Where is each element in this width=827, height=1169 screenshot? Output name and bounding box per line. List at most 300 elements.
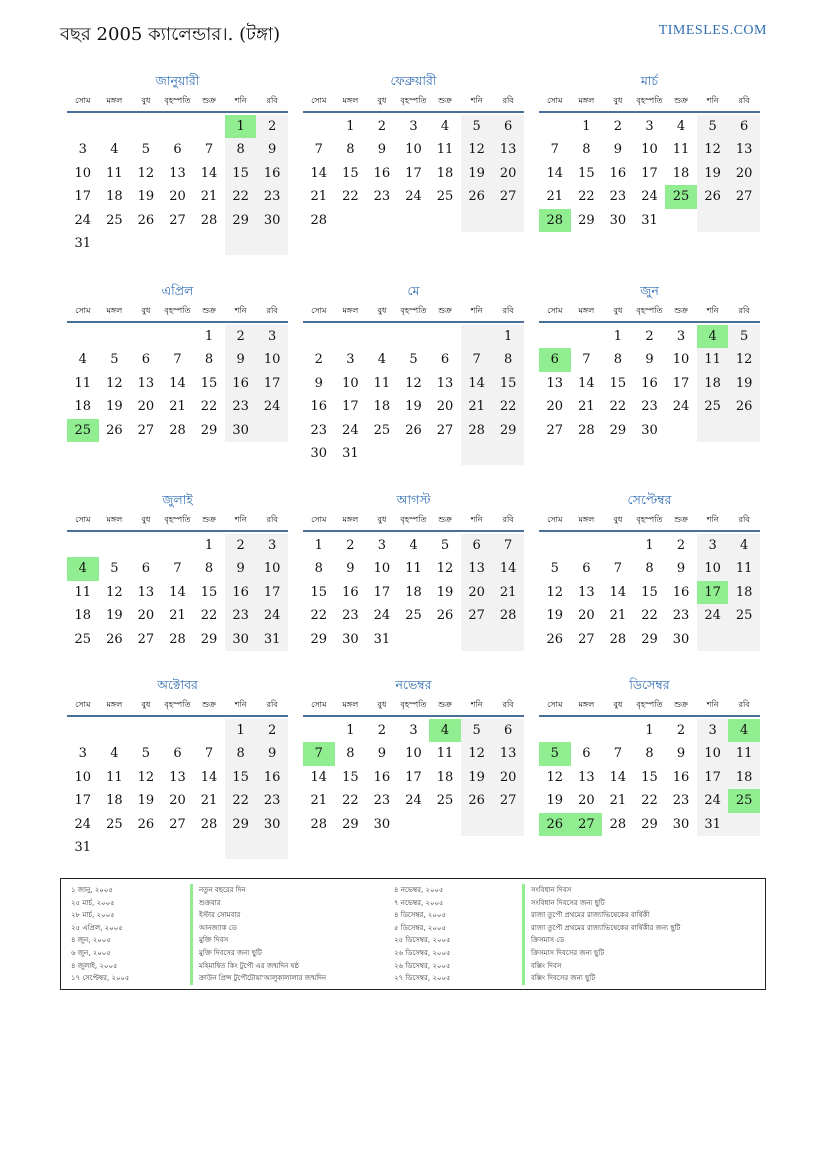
weekday-label: সোম — [547, 700, 563, 709]
weekday-label: সোম — [311, 515, 327, 524]
empty-cell — [130, 719, 162, 742]
day-cell: 14 — [169, 584, 186, 600]
day-cell: 18 — [106, 189, 123, 205]
day-cell: 27 — [137, 631, 155, 647]
day-cell: 13 — [169, 769, 186, 785]
day-cell: 2 — [377, 723, 387, 738]
day-cell: 2 — [256, 115, 288, 138]
day-cell: 2 — [346, 538, 355, 553]
empty-cell — [193, 232, 225, 255]
day-cell: 28 — [169, 631, 186, 647]
day-cell: 24 — [672, 399, 690, 415]
weekday-label: বুধ — [377, 306, 387, 315]
legend-holiday-name: রাজা তুপৌ প্রথমের রাজ্যাভিষেকের বার্ষিকীর জন্য ছুটি — [531, 923, 681, 932]
month-name: ডিসেম্বর — [629, 677, 670, 692]
day-cell: 21 — [546, 189, 564, 205]
day-cell: 14 — [169, 375, 186, 391]
day-cell: 6 — [492, 719, 524, 742]
day-cell: 7 — [461, 348, 493, 371]
day-cell: 22 — [492, 395, 524, 418]
day-cell: 27 — [169, 816, 186, 832]
empty-cell — [398, 325, 430, 348]
day-cell: 4 — [67, 557, 99, 580]
day-cell: 4 — [78, 352, 87, 368]
empty-cell — [492, 442, 524, 465]
weekday-label: বুধ — [613, 96, 623, 105]
weekday-label: বৃহস্পতি — [636, 306, 663, 315]
day-cell: 22 — [578, 189, 595, 205]
day-cell: 9 — [377, 142, 387, 158]
empty-cell — [571, 719, 603, 742]
day-cell: 5 — [461, 115, 493, 138]
day-cell: 16 — [373, 769, 391, 785]
weekday-label: শুক্র — [438, 306, 452, 315]
weekday-label: সোম — [75, 700, 91, 709]
day-cell: 26 — [106, 631, 123, 647]
day-cell: 29 — [641, 816, 658, 832]
day-cell: 24 — [256, 395, 288, 418]
day-cell: 20 — [169, 793, 186, 809]
day-cell: 1 — [314, 538, 323, 553]
day-cell: 21 — [169, 608, 186, 624]
weekday-label: রবি — [266, 306, 278, 315]
day-cell: 30 — [256, 209, 288, 232]
day-cell: 29 — [578, 212, 595, 228]
day-cell: 20 — [546, 399, 564, 415]
day-cell: 23 — [342, 608, 359, 624]
weekday-label: শনি — [470, 515, 483, 524]
day-cell: 20 — [137, 608, 155, 624]
empty-cell — [162, 534, 194, 557]
legend-dates-right — [394, 884, 451, 985]
day-cell: 8 — [613, 352, 623, 368]
day-cell: 24 — [256, 604, 288, 627]
day-cell: 9 — [676, 561, 686, 577]
day-cell: 19 — [461, 766, 493, 789]
day-grid — [67, 115, 288, 255]
day-cell: 18 — [436, 769, 454, 785]
day-grid — [539, 325, 760, 442]
empty-cell — [162, 836, 194, 859]
day-cell: 11 — [74, 584, 92, 600]
day-cell: 19 — [546, 793, 564, 809]
day-cell: 3 — [409, 723, 418, 738]
day-cell: 9 — [225, 557, 257, 580]
day-cell: 20 — [137, 399, 155, 415]
legend-holiday-name: মহিমান্বিত কিং টুপৌ এর জন্মদিন ষষ্ঠ — [199, 961, 299, 970]
day-cell: 31 — [74, 235, 92, 251]
empty-cell — [539, 719, 571, 742]
empty-cell — [697, 419, 729, 442]
weekday-header — [67, 90, 288, 113]
weekday-label: সোম — [311, 306, 327, 315]
day-cell: 23 — [641, 399, 658, 415]
weekday-label: বুধ — [613, 700, 623, 709]
empty-cell — [539, 115, 571, 138]
legend-holiday-name: মুক্তি দিবস — [199, 936, 229, 945]
day-cell: 23 — [225, 604, 257, 627]
empty-cell — [492, 628, 524, 651]
weekday-label: শনি — [234, 306, 247, 315]
legend-holiday-name: ক্রিসমাস ডে — [531, 936, 565, 945]
day-cell: 4 — [377, 352, 387, 368]
day-cell: 17 — [405, 769, 422, 785]
day-cell: 16 — [256, 766, 288, 789]
day-cell: 9 — [314, 375, 323, 391]
empty-cell — [67, 534, 99, 557]
weekday-header — [539, 694, 760, 717]
empty-cell — [162, 719, 194, 742]
legend-date: ২৭ ডিসেম্বর, ২০০৫ — [394, 974, 451, 983]
day-cell: 1 — [346, 119, 355, 134]
day-cell: 28 — [169, 422, 186, 438]
day-cell: 17 — [697, 766, 729, 789]
day-cell: 3 — [256, 534, 288, 557]
weekday-label: বৃহস্পতি — [636, 515, 663, 524]
day-cell: 16 — [256, 162, 288, 185]
day-cell: 19 — [106, 608, 123, 624]
empty-cell — [429, 813, 461, 836]
day-cell: 17 — [697, 581, 729, 604]
day-cell: 21 — [492, 581, 524, 604]
day-cell: 4 — [728, 719, 760, 742]
weekday-label: শুক্র — [438, 515, 452, 524]
empty-cell — [539, 325, 571, 348]
weekday-label: বৃহস্পতি — [164, 306, 191, 315]
day-cell: 26 — [436, 608, 454, 624]
legend-holiday-name: ইস্টার সোমবার — [199, 911, 241, 920]
weekday-label: মঙ্গল — [578, 700, 595, 709]
weekday-label: সোম — [311, 700, 327, 709]
day-cell: 7 — [613, 561, 623, 577]
month-name: সেপ্টেম্বর — [627, 492, 672, 507]
day-cell: 29 — [310, 631, 328, 647]
weekday-label: সোম — [75, 515, 91, 524]
weekday-label: বুধ — [613, 515, 623, 524]
day-cell: 14 — [609, 769, 627, 785]
weekday-label: বৃহস্পতি — [164, 96, 191, 105]
weekday-header — [67, 509, 288, 532]
day-cell: 17 — [672, 375, 690, 391]
day-cell: 12 — [728, 348, 760, 371]
day-cell: 26 — [539, 813, 571, 836]
day-cell: 15 — [200, 375, 218, 391]
day-cell: 14 — [461, 372, 493, 395]
day-cell: 2 — [613, 119, 623, 134]
legend-names-left — [199, 884, 326, 985]
empty-cell — [162, 115, 194, 138]
day-cell: 10 — [697, 742, 729, 765]
weekday-label: বৃহস্পতি — [164, 515, 191, 524]
day-cell: 12 — [697, 138, 729, 161]
legend-date: ২৮ মার্চ, ২০০৫ — [71, 911, 115, 920]
weekday-label: শনি — [234, 515, 247, 524]
day-cell: 31 — [342, 445, 359, 461]
day-cell: 10 — [256, 557, 288, 580]
legend-holiday-name: ক্রাউন প্রিন্স টুপৌটোয়া'আলুকালালার জন্মদিন — [199, 974, 327, 983]
day-cell: 11 — [728, 742, 760, 765]
day-cell: 3 — [256, 325, 288, 348]
empty-cell — [697, 209, 729, 232]
legend-holiday-name: সংবিধান দিবসের জন্য ছুটি — [531, 898, 605, 907]
day-cell: 22 — [641, 608, 658, 624]
weekday-label: বুধ — [141, 700, 151, 709]
empty-cell — [665, 209, 697, 232]
day-cell: 5 — [697, 115, 729, 138]
day-cell: 2 — [314, 352, 323, 368]
day-cell: 14 — [492, 557, 524, 580]
day-cell: 14 — [310, 165, 328, 181]
legend-date: ১ জানু, ২০০৫ — [71, 886, 113, 894]
day-cell: 21 — [578, 399, 595, 415]
weekday-label: শনি — [234, 96, 247, 105]
day-cell: 25 — [728, 604, 760, 627]
day-cell: 5 — [539, 742, 571, 765]
day-grid — [303, 325, 524, 465]
day-cell: 16 — [672, 584, 690, 600]
day-cell: 29 — [641, 631, 658, 647]
day-cell: 10 — [641, 142, 658, 158]
day-cell: 15 — [641, 769, 658, 785]
day-cell: 8 — [346, 746, 355, 762]
empty-cell — [193, 719, 225, 742]
day-cell: 30 — [373, 816, 391, 832]
empty-cell — [303, 719, 335, 742]
empty-cell — [67, 719, 99, 742]
holiday-legend — [60, 878, 766, 990]
day-cell: 7 — [582, 352, 591, 368]
day-cell: 18 — [405, 584, 422, 600]
day-cell: 7 — [173, 352, 182, 368]
day-cell: 6 — [728, 115, 760, 138]
day-cell: 19 — [546, 608, 564, 624]
day-cell: 1 — [225, 115, 257, 138]
day-cell: 26 — [405, 422, 422, 438]
day-cell: 1 — [645, 723, 654, 738]
day-cell: 8 — [204, 561, 214, 577]
day-cell: 4 — [110, 142, 119, 158]
day-cell: 11 — [106, 165, 123, 181]
day-cell: 10 — [672, 352, 690, 368]
month-block — [67, 491, 288, 651]
day-cell: 20 — [728, 162, 760, 185]
day-cell: 9 — [613, 142, 623, 158]
empty-cell — [602, 534, 634, 557]
day-cell: 17 — [342, 399, 359, 415]
weekday-label: মঙ্গল — [106, 306, 123, 315]
month-block — [303, 491, 524, 651]
day-cell: 23 — [310, 422, 328, 438]
weekday-label: রবি — [502, 306, 514, 315]
day-cell: 29 — [342, 816, 359, 832]
day-cell: 1 — [582, 119, 591, 134]
day-cell: 3 — [78, 142, 87, 158]
weekday-label: শনি — [706, 96, 719, 105]
legend-holiday-name: শুক্রবার — [199, 898, 221, 907]
day-cell: 24 — [373, 608, 391, 624]
day-cell: 27 — [137, 422, 155, 438]
day-cell: 15 — [342, 165, 359, 181]
day-cell: 27 — [728, 185, 760, 208]
empty-cell — [335, 325, 367, 348]
weekday-header — [539, 300, 760, 323]
day-cell: 8 — [314, 561, 323, 577]
day-cell: 5 — [110, 352, 119, 368]
month-block — [303, 282, 524, 465]
day-cell: 8 — [645, 561, 654, 577]
weekday-label: শুক্র — [202, 306, 216, 315]
day-cell: 27 — [461, 604, 493, 627]
day-cell: 17 — [74, 793, 92, 809]
empty-cell — [67, 115, 99, 138]
empty-cell — [130, 534, 162, 557]
month-name: জুন — [640, 283, 659, 298]
weekday-label: শুক্র — [202, 96, 216, 105]
month-block — [67, 676, 288, 859]
day-cell: 22 — [225, 185, 257, 208]
day-cell: 23 — [373, 793, 391, 809]
day-cell: 11 — [728, 557, 760, 580]
day-cell: 23 — [672, 793, 690, 809]
day-cell: 18 — [106, 793, 123, 809]
weekday-label: মঙ্গল — [342, 306, 359, 315]
weekday-header — [303, 694, 524, 717]
month-block — [539, 676, 760, 836]
weekday-header — [539, 90, 760, 113]
day-cell: 9 — [346, 561, 355, 577]
day-cell: 31 — [697, 813, 729, 836]
empty-cell — [398, 209, 430, 232]
day-grid — [539, 534, 760, 651]
empty-cell — [571, 325, 603, 348]
weekday-label: শুক্র — [202, 700, 216, 709]
legend-date: ৪ জুন, ২০০৫ — [71, 936, 111, 945]
day-cell: 25 — [74, 631, 92, 647]
day-cell: 17 — [373, 584, 391, 600]
empty-cell — [429, 628, 461, 651]
day-cell: 18 — [436, 165, 454, 181]
legend-holiday-name: আনজ্যাক ডে — [199, 923, 237, 932]
empty-cell — [130, 115, 162, 138]
day-cell: 27 — [546, 422, 564, 438]
day-cell: 14 — [310, 769, 328, 785]
day-cell: 4 — [676, 119, 686, 134]
weekday-label: রবি — [738, 700, 750, 709]
day-cell: 10 — [697, 557, 729, 580]
weekday-label: সোম — [311, 96, 327, 105]
day-cell: 13 — [578, 584, 595, 600]
day-cell: 30 — [672, 631, 690, 647]
empty-cell — [99, 232, 131, 255]
day-cell: 28 — [539, 209, 571, 232]
day-cell: 12 — [405, 375, 422, 391]
day-cell: 23 — [373, 189, 391, 205]
empty-cell — [728, 628, 760, 651]
empty-cell — [398, 628, 430, 651]
weekday-label: বুধ — [141, 515, 151, 524]
day-cell: 19 — [436, 584, 454, 600]
empty-cell — [728, 813, 760, 836]
day-cell: 15 — [225, 766, 257, 789]
legend-holiday-name: বক্সিং দিবসের জন্য ছুটি — [531, 974, 596, 983]
legend-date: ২৫ মার্চ, ২০০৫ — [71, 898, 115, 907]
day-cell: 8 — [582, 142, 591, 158]
weekday-label: মঙ্গল — [106, 96, 123, 105]
weekday-label: মঙ্গল — [578, 96, 595, 105]
day-cell: 25 — [697, 395, 729, 418]
day-cell: 18 — [728, 766, 760, 789]
weekday-label: রবি — [502, 700, 514, 709]
day-cell: 6 — [582, 561, 591, 577]
day-cell: 11 — [405, 561, 422, 577]
empty-cell — [162, 325, 194, 348]
day-cell: 29 — [225, 813, 257, 836]
day-cell: 24 — [697, 604, 729, 627]
brand-link[interactable]: TIMESLES.COM — [658, 23, 767, 38]
day-cell: 26 — [106, 422, 123, 438]
day-cell: 15 — [200, 584, 218, 600]
day-cell: 20 — [169, 189, 186, 205]
day-cell: 20 — [461, 581, 493, 604]
day-cell: 18 — [74, 608, 92, 624]
weekday-label: রবি — [502, 515, 514, 524]
day-cell: 13 — [169, 165, 186, 181]
day-cell: 8 — [346, 142, 355, 158]
day-cell: 19 — [137, 793, 155, 809]
day-cell: 25 — [728, 789, 760, 812]
day-cell: 18 — [672, 165, 690, 181]
day-cell: 14 — [609, 584, 627, 600]
day-cell: 24 — [641, 189, 658, 205]
day-grid — [539, 115, 760, 232]
day-cell: 18 — [728, 581, 760, 604]
weekday-header — [303, 300, 524, 323]
day-cell: 19 — [461, 162, 493, 185]
empty-cell — [665, 419, 697, 442]
legend-holiday-name: বক্সিং দিবস — [531, 961, 562, 970]
day-cell: 8 — [492, 348, 524, 371]
day-cell: 23 — [672, 608, 690, 624]
weekday-label: বুধ — [141, 96, 151, 105]
legend-date: ৪ জুলাই, ২০০৫ — [71, 961, 118, 970]
empty-cell — [461, 442, 493, 465]
day-grid — [303, 534, 524, 651]
empty-cell — [99, 534, 131, 557]
legend-divider — [190, 884, 193, 985]
legend-date: ২৫ ডিসেম্বর, ২০০৫ — [394, 936, 451, 945]
day-cell: 4 — [110, 746, 119, 762]
empty-cell — [99, 325, 131, 348]
day-cell: 31 — [641, 212, 658, 228]
day-cell: 28 — [492, 604, 524, 627]
day-cell: 5 — [141, 746, 151, 762]
empty-cell — [461, 628, 493, 651]
day-cell: 26 — [461, 185, 493, 208]
day-cell: 25 — [106, 816, 123, 832]
day-cell: 16 — [310, 399, 328, 415]
day-cell: 6 — [440, 352, 450, 368]
weekday-label: বৃহস্পতি — [400, 96, 427, 105]
legend-date: ৭ নভেম্বর, ২০০৫ — [394, 898, 444, 907]
day-cell: 21 — [200, 189, 218, 205]
day-cell: 28 — [200, 212, 218, 228]
month-name: জুলাই — [162, 492, 193, 507]
day-cell: 31 — [373, 631, 391, 647]
month-block — [539, 491, 760, 651]
day-cell: 26 — [461, 789, 493, 812]
weekday-label: শুক্র — [438, 96, 452, 105]
day-cell: 19 — [728, 372, 760, 395]
